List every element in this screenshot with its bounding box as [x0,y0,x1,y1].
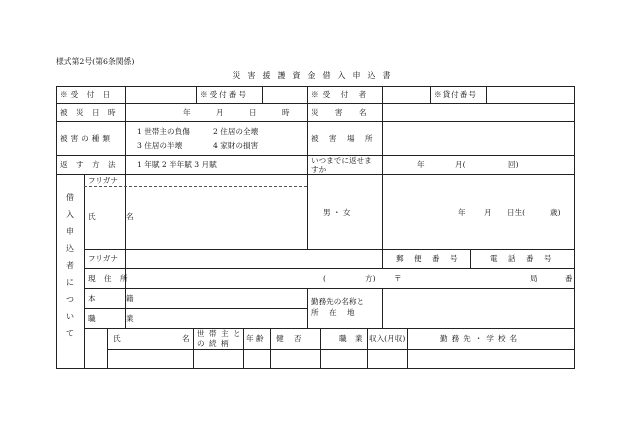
damage-type-label: 被害の種類 [60,134,113,143]
postal-label: 郵 便 番 号 [396,254,462,263]
col-occupation: 職 業 [339,334,366,343]
col-name: 氏 [113,334,121,343]
address-paren-open: ( [323,274,326,283]
section-char: に [66,278,74,287]
gender-label: 男 ・ 女 [323,208,351,217]
receipt-date-label: ※受 付 日 [60,90,114,99]
damage-place-label: 被 害 場 所 [311,134,377,143]
col-relation-1: 世 帯 主 と [197,329,242,338]
col-health: 健 否 [276,334,306,343]
disaster-name-label: 災 害 名 [311,108,374,117]
section-char: 者 [66,261,74,270]
receiver-label: ※受 付 者 [311,90,371,99]
damage-option-4: 4 家財の損害 [213,141,259,150]
datetime-month: 月 [216,108,224,117]
workplace-label-1: 勤務先の名称と [311,297,365,306]
section-char: い [66,312,74,321]
furigana-label-2: フリガナ [88,254,118,263]
receipt-number-label: ※受付番号 [200,90,248,99]
datetime-day: 日 [249,108,257,117]
phone-label: 電 話 番 号 [490,254,556,263]
name-label: 氏 名 [88,212,148,221]
birth-day: 日生( [507,208,526,217]
col-income: 収入(月収) [369,334,406,343]
damage-option-2: 2 住居の全壊 [213,127,259,136]
repay-by-label-2: すか [311,165,327,174]
furigana-label: フリガナ [88,176,118,185]
col-name-2: 名 [182,334,190,343]
col-relation-2: の 続 柄 [197,339,230,348]
address-paren-close: 方) [365,274,376,283]
occupation-label: 職 業 [88,314,148,323]
address-number: 番 [565,274,573,283]
section-char: 入 [66,210,74,219]
form-number: 様式第2号(第6条関係) [56,57,135,66]
section-char: 込 [66,244,74,253]
birth-year: 年 [458,208,466,217]
repay-options: 1 年賦 2 半年賦 3 月賦 [137,160,217,169]
repay-times: 回) [508,160,519,169]
birth-age: 歳) [550,208,561,217]
section-char: 申 [66,227,74,236]
damage-option-3: 3 住居の半壊 [137,141,183,150]
address-label: 現 住 所 [88,274,131,283]
disaster-datetime-label: 被 災 日 時 [60,108,119,117]
col-age: 年 齢 [246,334,264,343]
section-char: つ [66,295,74,304]
repay-year: 年 [417,160,425,169]
datetime-year: 年 [183,108,191,117]
page-title: 災害援護資金借入申込書 [232,71,398,80]
repay-by-label-1: いつまでに返せま [311,156,372,165]
section-char: て [66,329,74,338]
col-workplace: 勤務先・学校名 [440,334,522,343]
damage-option-1: 1 世帯主の負傷 [137,127,190,136]
workplace-label-2: 所 在 地 [311,308,359,317]
repay-method-label: 返 す 方 法 [60,160,119,169]
postal-mark: 〒 [394,274,402,283]
address-bureau: 局 [530,274,538,283]
domicile-label: 本 籍 [88,294,148,303]
loan-number-label: ※貸付番号 [434,90,477,99]
repay-month: 月( [455,160,466,169]
section-char: 借 [66,193,74,202]
birth-month: 月 [484,208,492,217]
datetime-hour: 時 [282,108,290,117]
